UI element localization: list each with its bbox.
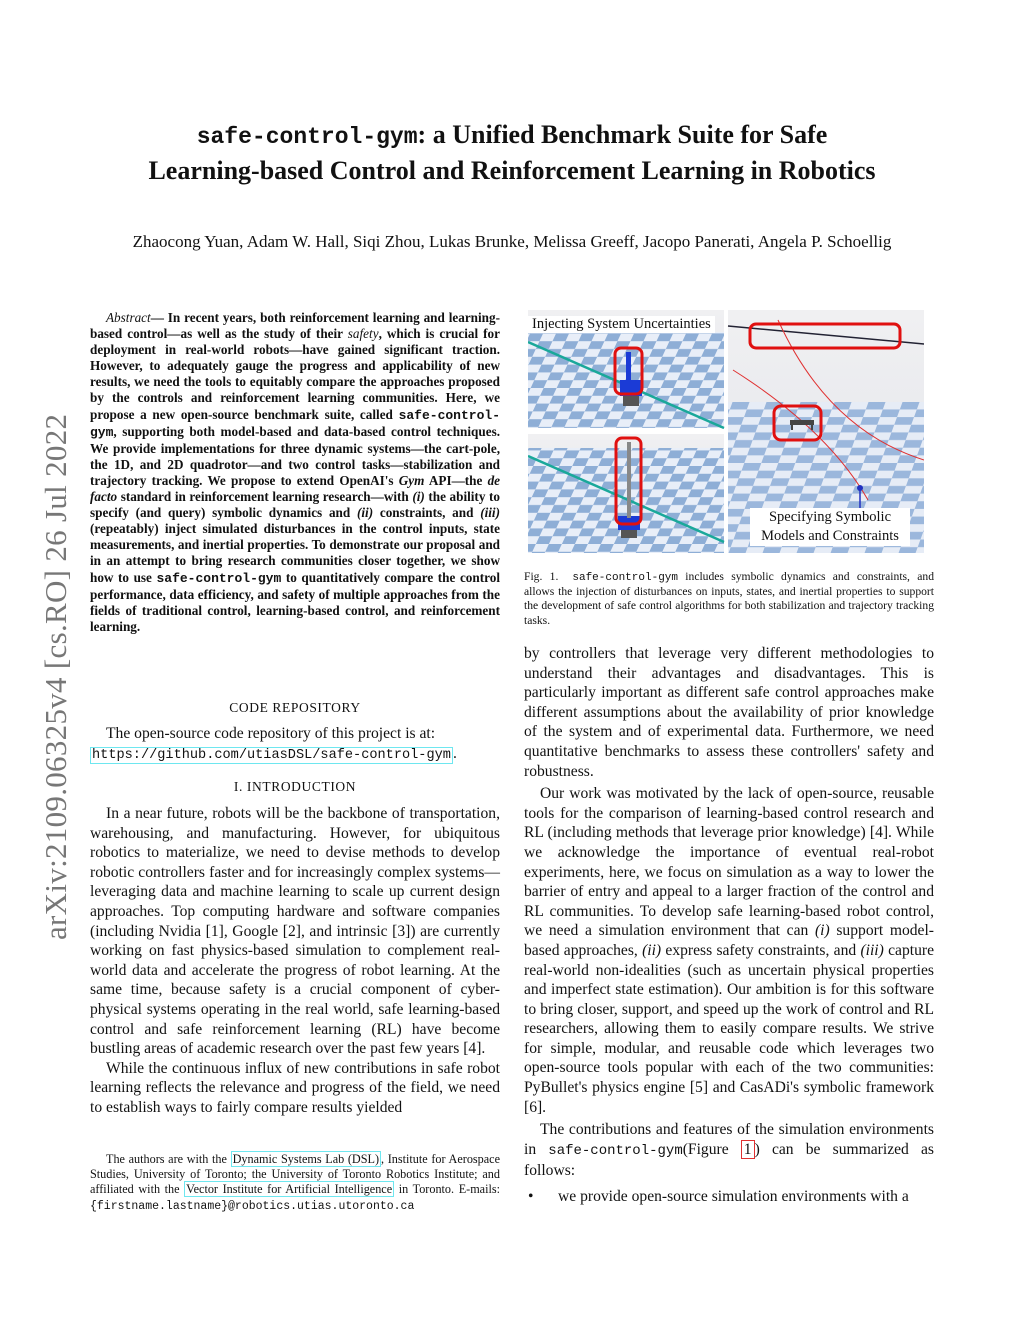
contribution-bullet: • we provide open-source simulation environments with a: [528, 1188, 909, 1206]
figure-label-uncertainties: Injecting System Uncertainties: [528, 316, 715, 333]
right-column-text: [524, 644, 934, 1207]
dsl-link[interactable]: Dynamic Systems Lab (DSL): [232, 1152, 380, 1166]
intro-paragraph-2: While the continuous influx of new contributions in safe robot learning reflects the relevance and progress of the field, we need to establish ways to fairly compare results yielded: [90, 1059, 500, 1116]
cartpole-panel-bottom: [528, 434, 724, 553]
bullet-icon: •: [528, 1188, 534, 1206]
contributions-paragraph: The contributions and features of the simulation environments in safe-control-gym(Figure 1 ) can be summarized as follows:: [524, 1121, 934, 1180]
abstract-code: safe-control-gym: [90, 407, 500, 440]
figure-ref-link[interactable]: 1: [741, 1140, 755, 1159]
intro-text: [90, 804, 500, 1118]
figure-1: [528, 310, 924, 553]
code-repo-heading: CODE REPOSITORY: [229, 700, 361, 715]
title-code-name: safe-control-gym: [196, 124, 418, 150]
email-pattern: {firstname.lastname}@robotics.utias.utoronto.ca: [90, 1199, 415, 1213]
abstract-label: Abstract: [106, 310, 151, 325]
vector-institute-link[interactable]: Vector Institute for Artificial Intelligence: [186, 1182, 393, 1197]
paper-title: [90, 118, 934, 188]
paragraph-continuation: by controllers that leverage very different methodologies to understand their advantages and disadvantages. This is particularly important as different safe control approaches make different assumptions about the availability of prior knowledge of the system and of experimental data. Furthermore, we need quantitative benchmarks to assess these controllers' safety and robustness.: [524, 645, 934, 780]
motivation-paragraph: Our work was motivated by the lack of open-source, reusable tools for the comparison of learning-based control research and RL (including methods that leverage prior knowledge) [4]. While we acknowledge the importance of eventual real-robot experiments, here, we focus on simulation as a way to lower the barrier of entry and appeal to a larger fraction of the control and RL communities. To develop safe learning-based robot control, we need a simulation environment that can (i) support model-based approaches, (ii) express safety constraints, and (iii) capture real-world non-idealities (such as uncertain physical properties and imperfect state estimation). Our ambition is for this software to bring closer, support, and speed up the work of control and RL researchers, allowing them to easily compare results. We strive for simple, modular, and reusable code which leverages two open-source tools popular with each of the two communities: PyBullet's physics engine [5] and CasADi's symbolic framework [6].: [524, 785, 934, 1116]
intro-heading: I. INTRODUCTION: [233, 779, 357, 794]
author-list: Zhaocong Yuan, Adam W. Hall, Siqi Zhou, Lukas Brunke, Melissa Greeff, Jacopo Panerati, Angela P. Schoellig: [132, 232, 892, 251]
figure-caption: Fig. 1. safe-control-gym includes symbolic dynamics and constraints, and allows the injection of disturbances on inputs, states, and inertial properties to support the development of safe control algorithms for both stabilization and trajectory tracking tasks.: [524, 570, 935, 627]
code-repo-section: The open-source code repository of this project is at: https://github.com/utiasDSL/safe-control-gym .: [92, 725, 457, 763]
title-line1: : a Unified Benchmark Suite for Safe: [417, 120, 828, 149]
figure-label-symbolic: Specifying Symbolic Models and Constraints: [750, 508, 910, 546]
abstract: Abstract— In recent years, both reinforcement learning and learning-based control—as well as the study of their safety, which is crucial for deployment in real-world robots—have gained significant traction. However, to adequately gauge the progress and applicability of new results, we need the tools to equitably compare the approaches proposed by the controls and reinforcement learning communities. Here, we propose a new open-source benchmark suite, called safe-control-gym, supporting both model-based and data-based control techniques. We provide implementations for three dynamic systems—the cart-pole, the 1D, and 2D quadrotor—and two control tasks—stabilization and trajectory tracking. We propose to extend OpenAI's Gym API—the de facto standard in reinforcement learning research—with (i) the ability to specify (and query) symbolic dynamics and (ii) constraints, and (iii) (repeatably) inject simulated disturbances in the control inputs, state measurements, and inertial properties. To demonstrate our proposal and in an attempt to bring research communities closer together, we show how to use safe-control-gym to quantitatively compare the control performance, data efficiency, and safety of multiple approaches from the fields of traditional control, learning-based control, and reinforcement learning.: [90, 310, 501, 634]
intro-paragraph-1: In a near future, robots will be the backbone of transportation, warehousing, and manufacturing. However, for ubiquitous robotics to materialize, we need to devise methods to develop robotic controllers faster and for increasingly complex systems—leveraging data and machine learning to scale up current design approaches. Top computing hardware and software companies (including Nvidia [1], Google [2], and intrinsic [3]) are currently working on fast physics-based simulation to complement real-world data and accelerate the progress of robot learning. At the same time, because safety is a crucial component of cyber-physical systems operating in the real world, safe learning-based control and safe reinforcement learning (RL) have become bustling areas of academic research over the past few years [4].: [90, 805, 500, 1058]
title-line2: Learning-based Control and Reinforcement Learning in Robotics: [148, 156, 876, 185]
figure-number: Fig. 1.: [524, 570, 559, 583]
footnote: The authors are with the Dynamic Systems Lab (DSL) , Institute for Aerospace Studies, University of Toronto; the University of Toronto Robotics Institute; and affiliated with the Vector Institute for Artificial Intelligence in Toronto. E-mails: {firstname.lastname}@robotics.utias.utoronto.ca: [90, 1152, 500, 1213]
repo-link[interactable]: https://github.com/utiasDSL/safe-control-gym: [92, 747, 451, 763]
